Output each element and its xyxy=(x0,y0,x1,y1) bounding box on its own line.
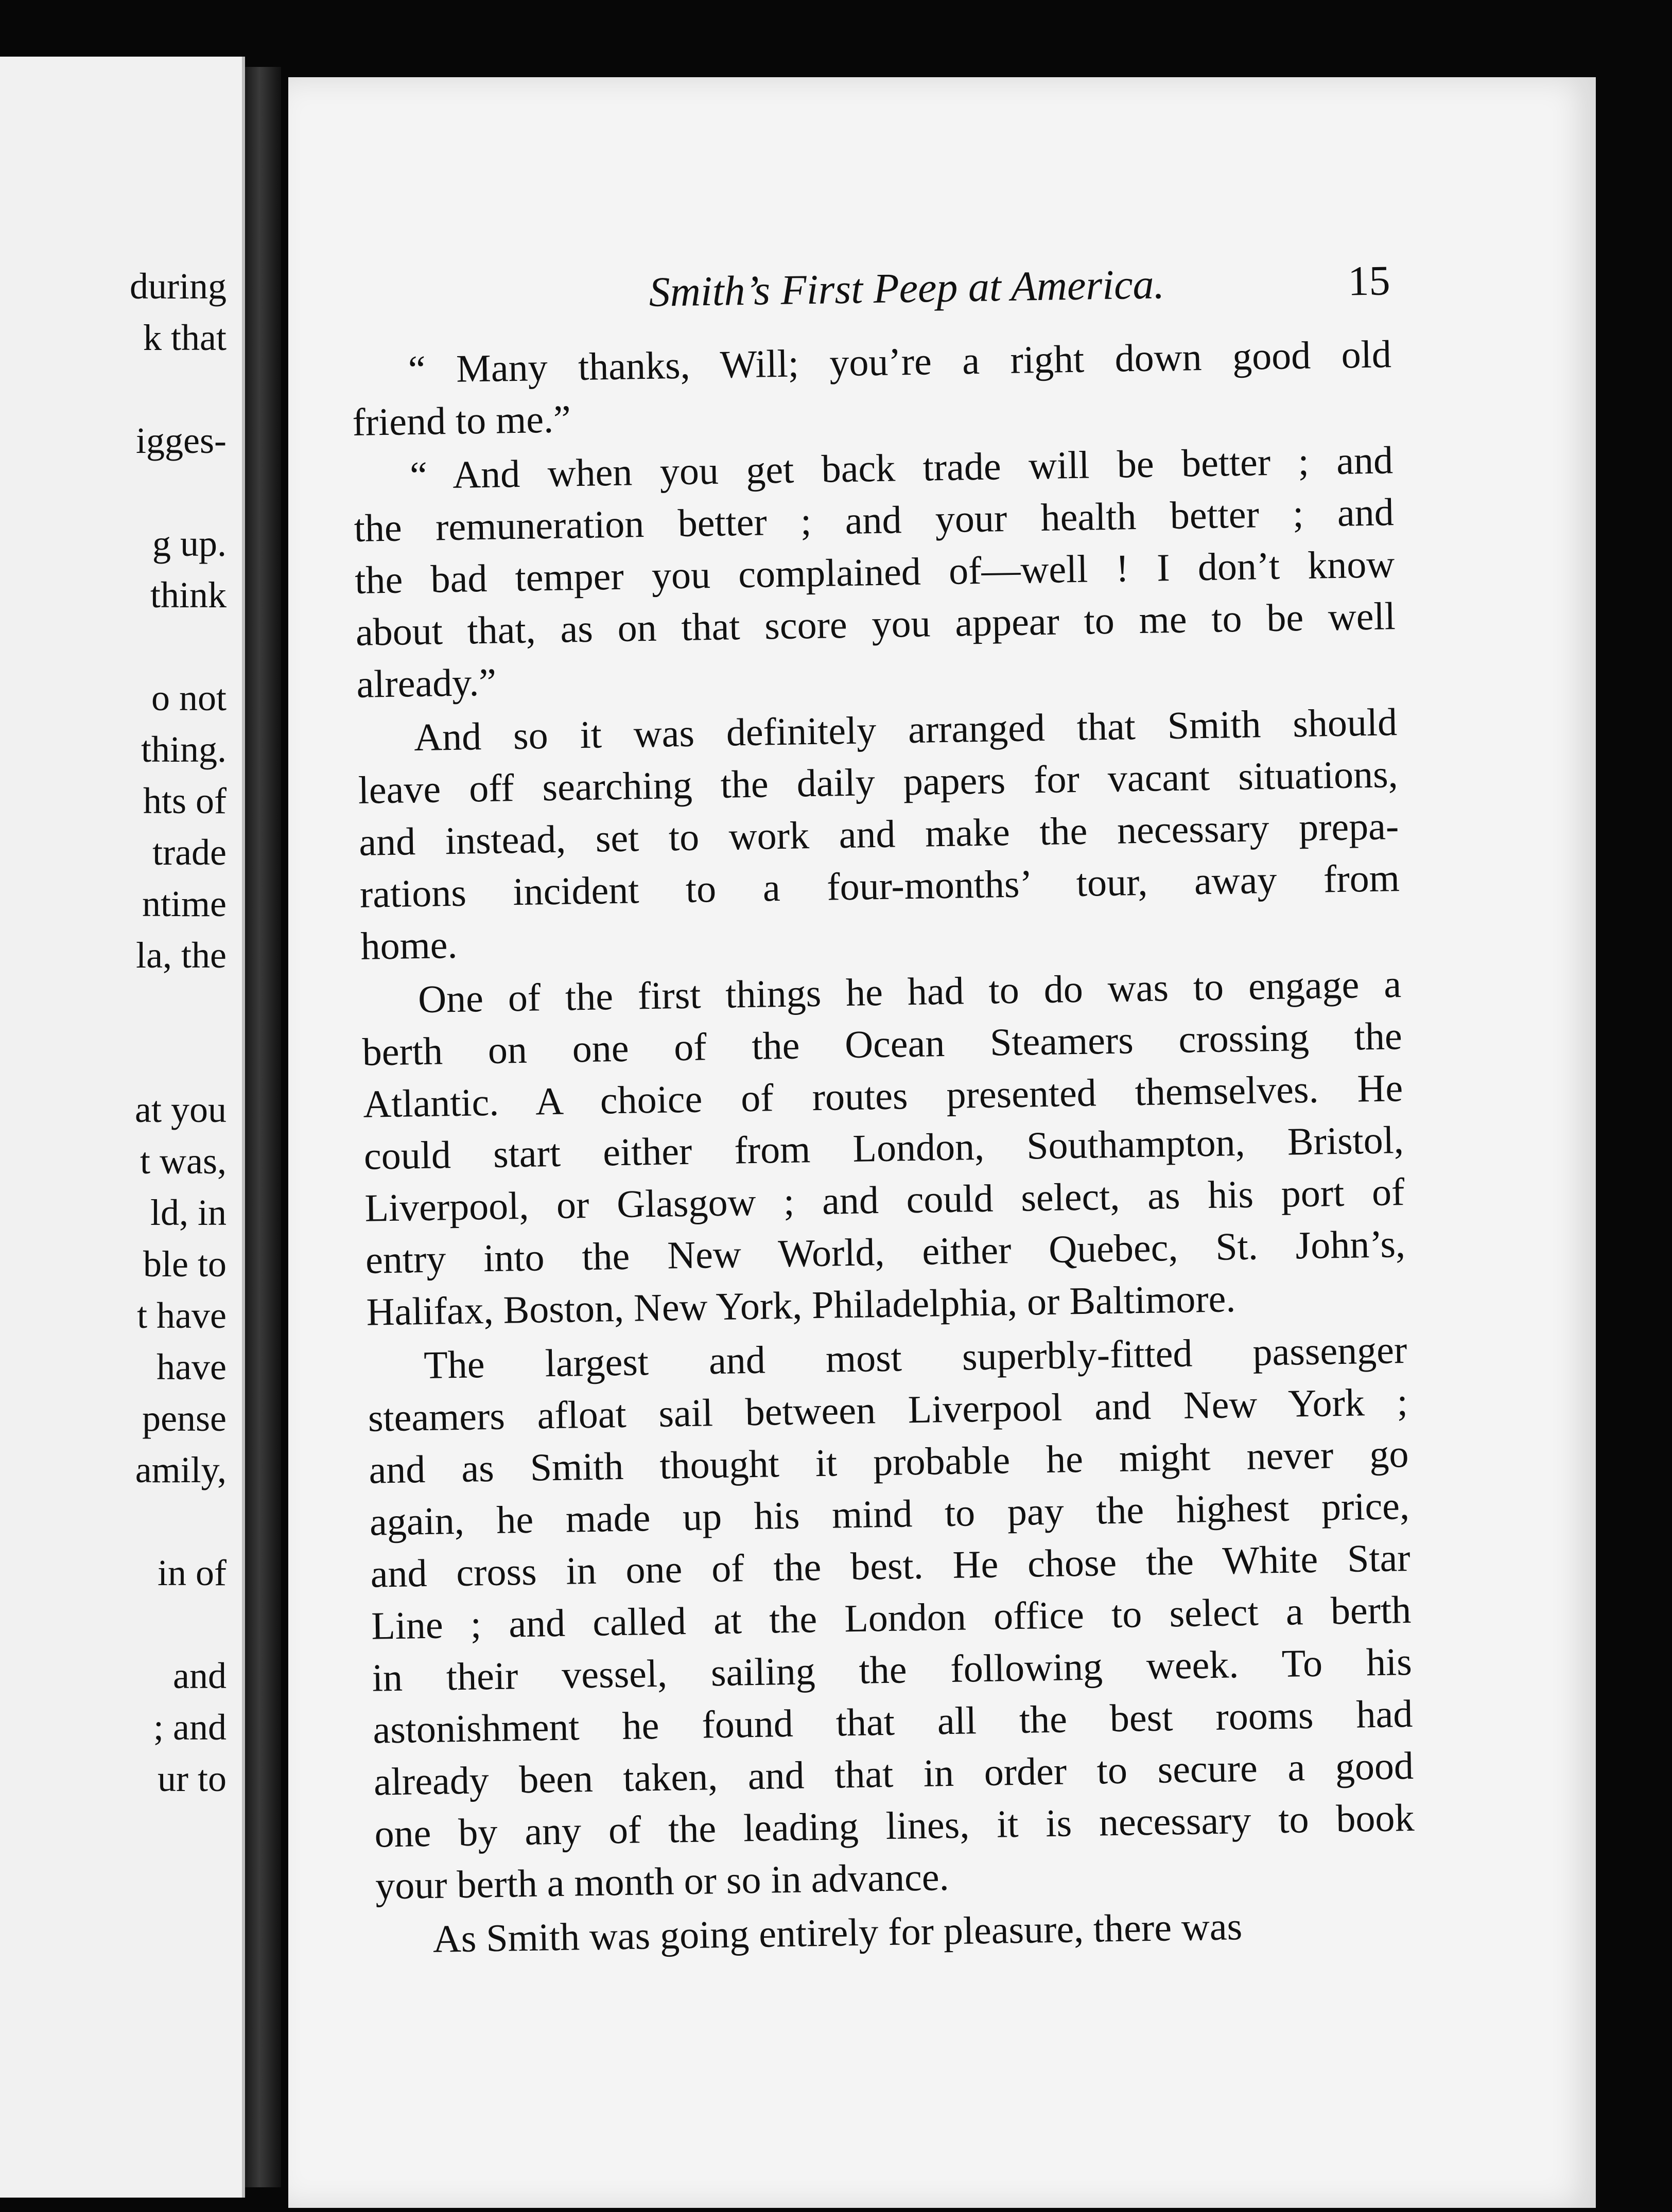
right-page xyxy=(288,77,1596,2208)
running-header xyxy=(649,256,1390,320)
page-content xyxy=(350,256,1415,1961)
text-line: your berth a month or so in advance. xyxy=(375,1855,950,1908)
left-page-fragment: igges- xyxy=(136,420,227,461)
text-line: one by any of the leading lines, it is necessary to book xyxy=(374,1796,1415,1856)
left-page-fragment: t was, xyxy=(140,1140,227,1182)
text-line: and cross in one of the best. He chose the White Star xyxy=(370,1536,1411,1596)
text-line: about that, as on that score you appear to me to be well xyxy=(355,594,1396,654)
text-line: and as Smith thought it probable he might never go xyxy=(368,1432,1409,1492)
left-page-fragment: pense xyxy=(142,1398,227,1439)
text-line: berth on one of the Ocean Steamers crossing the xyxy=(362,1014,1403,1074)
left-page-fragment: at you xyxy=(135,1089,227,1130)
paragraph xyxy=(367,1324,1416,1912)
text-line: And so it was definitely arranged that Smith should xyxy=(413,700,1398,760)
text-line: “ And when you get back trade will be better ; and xyxy=(409,438,1394,498)
left-page-fragment: amily, xyxy=(135,1449,227,1490)
left-page-fragment: and xyxy=(173,1655,227,1696)
text-line: One of the first things he had to do was to engage a xyxy=(417,962,1402,1022)
left-page-fragment: in of xyxy=(158,1552,227,1593)
text-line: As Smith was going entirely for pleasure, there was xyxy=(432,1905,1243,1961)
left-page-fragment: k that xyxy=(143,317,227,358)
paragraph xyxy=(351,328,1392,449)
left-page-fragment: think xyxy=(150,574,227,616)
left-page-fragment: ur to xyxy=(158,1758,227,1799)
left-page-fragment: have xyxy=(156,1346,227,1388)
left-page-fragment: g up. xyxy=(152,523,227,564)
text-line: rations incident to a four-months’ tour, away from xyxy=(359,856,1400,916)
left-page-fragment: trade xyxy=(152,832,227,873)
text-line: Halifax, Boston, New York, Philadelphia, or Baltimore. xyxy=(366,1277,1236,1334)
text-line: could start either from London, Southampton, Bristol, xyxy=(363,1118,1404,1178)
left-page-fragment: t have xyxy=(137,1295,227,1336)
body-text xyxy=(351,328,1416,1968)
left-page-fragment: ld, in xyxy=(150,1192,227,1233)
text-line: “ Many thanks, Will; you’re a right down good old xyxy=(408,332,1392,392)
text-line: in their vessel, sailing the following week. To his xyxy=(372,1640,1413,1700)
text-line: astonishment he found that all the best rooms had xyxy=(372,1692,1413,1752)
left-page-fragment: ble to xyxy=(143,1243,227,1285)
left-page-fragment: ; and xyxy=(153,1707,227,1748)
left-page-fragment: la, the xyxy=(136,935,227,976)
text-line: the remuneration better ; and your health better ; and xyxy=(354,490,1395,550)
text-line: steamers afloat sail between Liverpool and New York ; xyxy=(368,1380,1408,1440)
page-number: 15 xyxy=(1347,257,1391,305)
left-page-fragment: hts of xyxy=(143,780,227,821)
paragraph xyxy=(361,958,1406,1339)
running-title: Smith’s First Peep at America. xyxy=(648,260,1165,315)
text-line: Liverpool, or Glasgow ; and could select, as his port of xyxy=(364,1170,1405,1230)
text-line: leave off searching the daily papers for vacant situations, xyxy=(358,752,1399,812)
left-page-fragment: during xyxy=(130,266,227,307)
text-line: home. xyxy=(360,923,458,968)
book-gutter xyxy=(245,67,281,2187)
text-line: already.” xyxy=(356,660,497,706)
paragraph xyxy=(357,696,1401,973)
text-line: again, he made up his mind to pay the highest price, xyxy=(369,1484,1410,1544)
text-line: already been taken, and that in order to secure a good xyxy=(373,1744,1414,1804)
left-facing-page xyxy=(0,57,245,2198)
left-page-fragment: thing. xyxy=(141,729,227,770)
text-line: and instead, set to work and make the necessary prepa- xyxy=(358,804,1399,864)
text-line: Atlantic. A choice of routes presented themselves. He xyxy=(362,1066,1403,1126)
text-line: Line ; and called at the London office to select a berth xyxy=(371,1588,1412,1648)
paragraph xyxy=(353,434,1397,711)
text-line: entry into the New World, either Quebec, St. John’s, xyxy=(365,1222,1406,1282)
left-page-fragment: o not xyxy=(151,677,227,718)
text-line: The largest and most superbly-fitted passenger xyxy=(423,1328,1407,1388)
left-page-fragment: ntime xyxy=(142,883,227,924)
text-line: friend to me.” xyxy=(352,397,571,444)
text-line: the bad temper you complained of—well ! I don’t know xyxy=(354,542,1395,602)
